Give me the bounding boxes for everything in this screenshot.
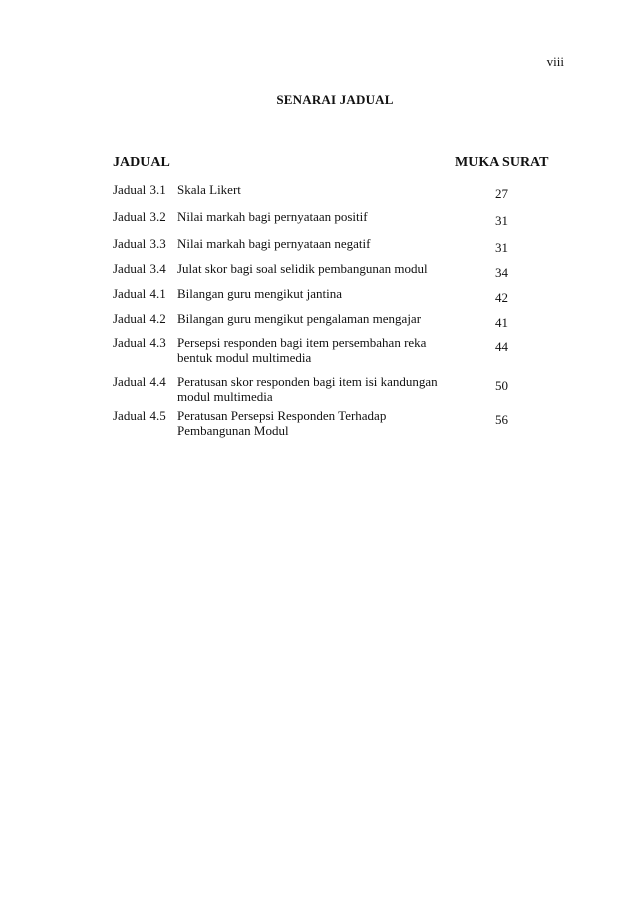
table-description: Peratusan skor responden bagi item isi kandungan modul multimedia — [177, 374, 438, 404]
page-reference: 50 — [495, 378, 508, 393]
page-reference: 31 — [495, 240, 508, 255]
table-label: Jadual 3.1 — [113, 182, 166, 197]
table-label: Jadual 3.4 — [113, 261, 166, 276]
table-description: Nilai markah bagi pernyataan negatif — [177, 236, 371, 251]
page-reference: 41 — [495, 315, 508, 330]
page-title: SENARAI JADUAL — [276, 92, 394, 107]
page-reference: 42 — [495, 290, 508, 305]
table-description: Nilai markah bagi pernyataan positif — [177, 209, 368, 224]
page-reference: 31 — [495, 213, 508, 228]
page-number: viii — [546, 54, 564, 69]
page-reference: 34 — [495, 265, 508, 280]
table-label: Jadual 4.5 — [113, 408, 166, 423]
page-reference: 56 — [495, 412, 508, 427]
table-label: Jadual 4.4 — [113, 374, 166, 389]
table-label: Jadual 4.2 — [113, 311, 166, 326]
table-label: Jadual 4.1 — [113, 286, 166, 301]
table-description: Bilangan guru mengikut pengalaman mengajar — [177, 311, 422, 326]
column-header-table: JADUAL — [113, 155, 170, 170]
page-reference: 27 — [495, 186, 508, 201]
column-header-page: MUKA SURAT — [455, 155, 549, 170]
table-description: Peratusan Persepsi Responden Terhadap Pembangunan Modul — [177, 408, 387, 438]
table-description: Julat skor bagi soal selidik pembangunan modul — [177, 261, 428, 276]
table-label: Jadual 3.2 — [113, 209, 166, 224]
table-description: Skala Likert — [177, 182, 241, 197]
table-label: Jadual 4.3 — [113, 335, 166, 350]
table-label: Jadual 3.3 — [113, 236, 166, 251]
page-reference: 44 — [495, 339, 508, 354]
table-description: Persepsi responden bagi item persembahan reka bentuk modul multimedia — [177, 335, 427, 365]
table-description: Bilangan guru mengikut jantina — [177, 286, 342, 301]
